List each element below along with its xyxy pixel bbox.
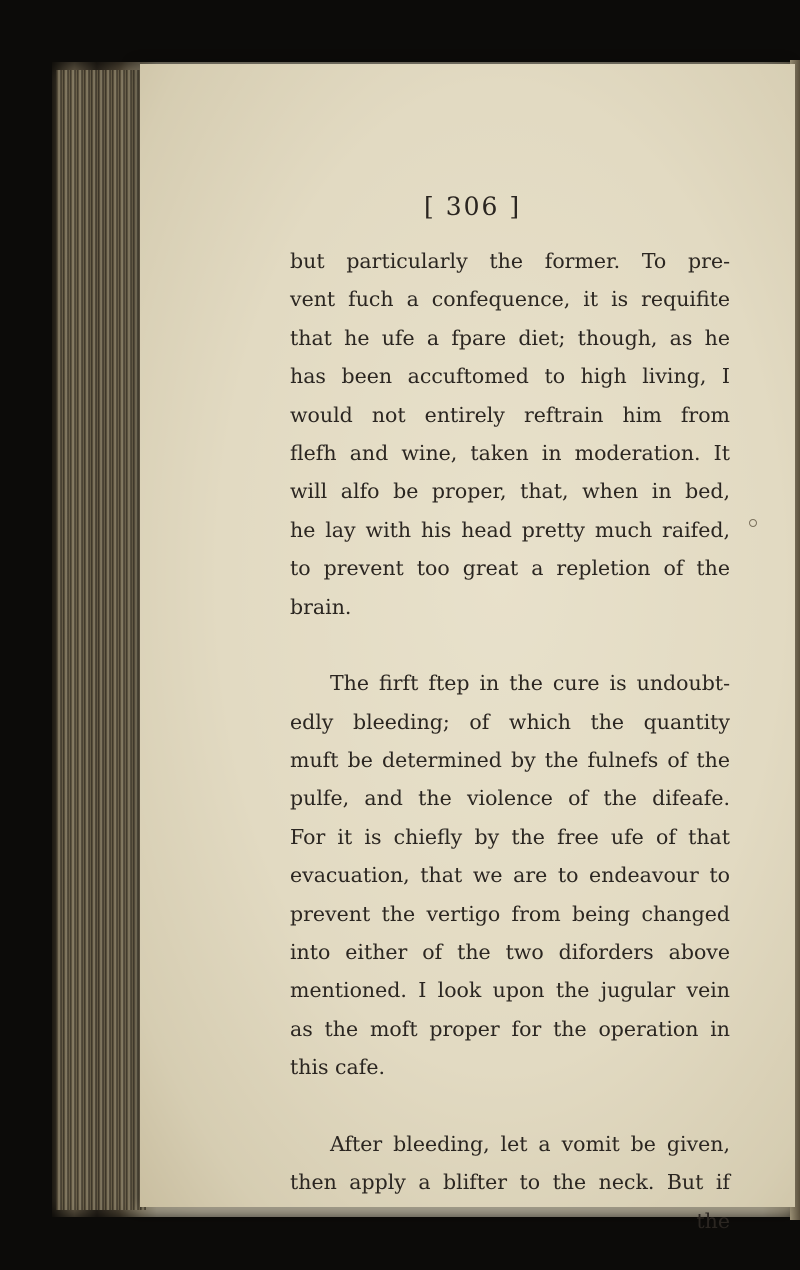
text-line: to prevent too great a repletion of the bbox=[290, 556, 730, 581]
page-edges bbox=[56, 70, 146, 1210]
text-line: would not entirely reftrain him from bbox=[290, 402, 730, 427]
text-line: that he ufe a fpare diet; though, as he bbox=[290, 325, 730, 350]
paragraph-3 bbox=[290, 1125, 730, 1202]
paragraph-1 bbox=[290, 242, 730, 626]
text-line: this cafe. bbox=[290, 1055, 385, 1080]
text-line: has been accuftomed to high living, I bbox=[290, 364, 730, 389]
text-line: as the moft proper for the operation in bbox=[290, 1016, 730, 1041]
catchword: the bbox=[696, 1208, 730, 1233]
text-line: muft be determined by the fulnefs of the bbox=[290, 748, 730, 773]
text-line: will alfo be proper, that, when in bed, bbox=[290, 479, 730, 504]
paper-blemish bbox=[749, 519, 757, 527]
text-line: evacuation, that we are to endeavour to bbox=[290, 863, 730, 888]
text-line: vent fuch a confequence, it is requifite bbox=[290, 287, 730, 312]
text-line: For it is chiefly by the free ufe of that bbox=[290, 824, 730, 849]
text-line: he lay with his head pretty much raifed, bbox=[290, 517, 730, 542]
paragraph-gap bbox=[290, 1087, 730, 1125]
paragraph-2 bbox=[290, 664, 730, 1086]
text-line: but particularly the former. To pre- bbox=[290, 249, 730, 273]
text-line: flefh and wine, taken in moderation. It bbox=[290, 440, 730, 465]
page-number-header: [ 306 ] bbox=[424, 192, 522, 221]
text-line: brain. bbox=[290, 594, 352, 619]
text-line: After bleeding, let a vomit be given, bbox=[330, 1131, 730, 1156]
text-line: mentioned. I look upon the jugular vein bbox=[290, 978, 730, 1003]
page-text bbox=[290, 242, 730, 1240]
paragraph-gap bbox=[290, 626, 730, 664]
text-line: then apply a blifter to the neck. But if bbox=[290, 1170, 730, 1195]
text-line: The firft ftep in the cure is undoubt- bbox=[330, 671, 730, 696]
text-line: edly bleeding; of which the quantity bbox=[290, 709, 730, 734]
text-line: pulfe, and the violence of the difeafe. bbox=[290, 786, 730, 811]
text-line: prevent the vertigo from being changed bbox=[290, 901, 730, 926]
text-line: into either of the two diforders above bbox=[290, 940, 730, 965]
